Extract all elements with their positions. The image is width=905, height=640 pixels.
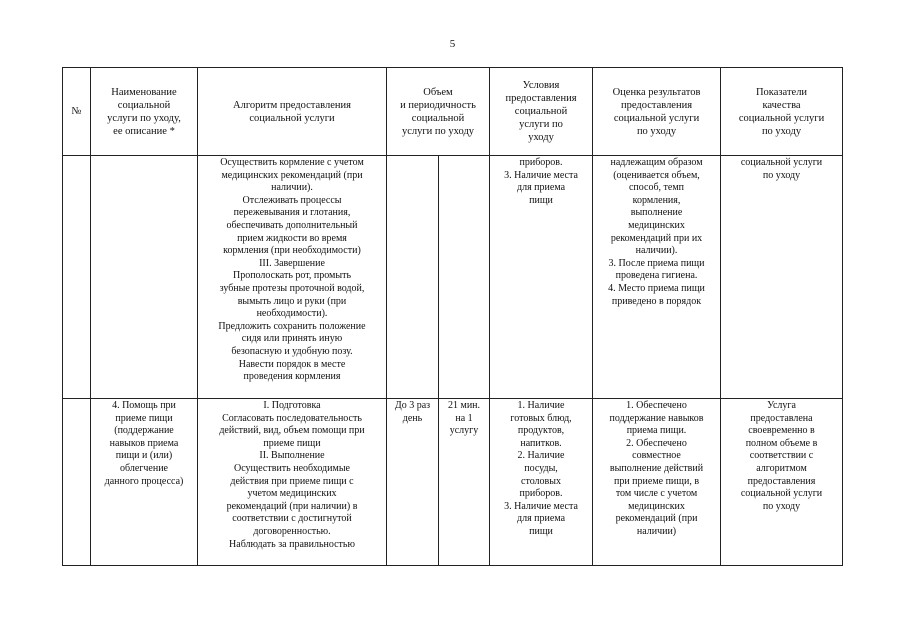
page-number: 5 <box>449 38 456 50</box>
cell-time: 21 мин. на 1 услугу <box>439 399 490 566</box>
cell-service-name: 4. Помощь при приеме пищи (поддержание навыков приема пищи и (или) облегчение данного процесса) <box>91 399 198 566</box>
cell-evaluation: 1. Обеспечено поддержание навыков приема пищи. 2. Обеспечено совместное выполнение действий при приеме пищи, в том числе с учетом медицинских рекомендаций (при наличии) <box>593 399 721 566</box>
cell-algorithm: I. Подготовка Согласовать последовательность действий, вид, объем помощи при приеме пищи II. Выполнение Осуществить необходимые действия при приеме пищи с учетом медицинских рекомендаций (при наличии) в соответствии с достигнутой договоренностью. Наблюдать за правильностью <box>198 399 387 566</box>
cell-num <box>63 399 91 566</box>
cell-evaluation: надлежащим образом (оценивается объем, способ, темп кормления, выполнение медицинских рекомендаций при их наличии). 3. После приема пищи проведена гигиена. 4. Место приема пищи приведено в порядок <box>593 156 721 399</box>
cell-service-name <box>91 156 198 399</box>
cell-conditions: приборов. 3. Наличие места для приема пищи <box>490 156 593 399</box>
header-volume: Объем и периодичность социальной услуги по уходу <box>387 68 490 156</box>
cell-quality: Услуга предоставлена своевременно в полном объеме в соответствии с алгоритмом предоставления социальной услуги по уходу <box>721 399 843 566</box>
services-table <box>62 67 843 566</box>
cell-quality: социальной услуги по уходу <box>721 156 843 399</box>
cell-num <box>63 156 91 399</box>
table-row <box>63 399 843 566</box>
cell-conditions: 1. Наличие готовых блюд, продуктов, напитков. 2. Наличие посуды, столовых приборов. 3. Наличие места для приема пищи <box>490 399 593 566</box>
header-quality: Показатели качества социальной услуги по уходу <box>721 68 843 156</box>
header-algorithm: Алгоритм предоставления социальной услуги <box>198 68 387 156</box>
header-conditions: Условия предоставления социальной услуги по уходу <box>490 68 593 156</box>
table-row <box>63 156 843 399</box>
header-evaluation: Оценка результатов предоставления социальной услуги по уходу <box>593 68 721 156</box>
cell-frequency <box>387 156 439 399</box>
header-num: № <box>63 68 91 156</box>
cell-algorithm: Осуществить кормление с учетом медицинских рекомендаций (при наличии). Отслеживать процессы пережевывания и глотания, обеспечивать дополнительный прием жидкости во время кормления (при необходимости) III. Завершение Прополоскать рот, промыть зубные протезы проточной водой, вымыть лицо и руки (при необходимости). Предложить сохранить положение сидя или принять иную безопасную и удобную позу. Навести порядок в месте проведения кормления <box>198 156 387 399</box>
header-service-name: Наименование социальной услуги по уходу, ее описание * <box>91 68 198 156</box>
cell-time <box>439 156 490 399</box>
table-header-row <box>63 68 843 156</box>
cell-frequency: До 3 раз день <box>387 399 439 566</box>
